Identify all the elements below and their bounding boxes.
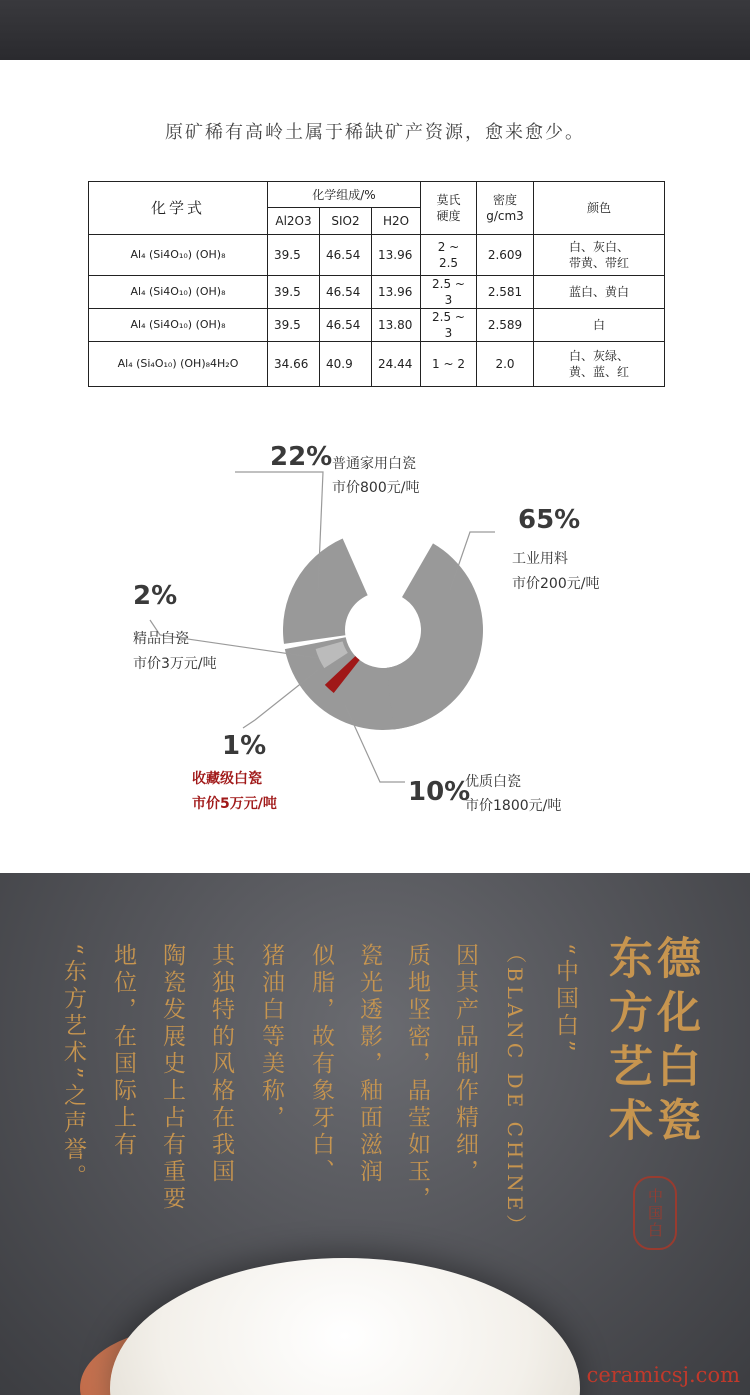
cell-si: 46.54 xyxy=(320,276,372,309)
cell-hardness: 2.5 ~ 3 xyxy=(421,309,477,342)
cell-color: 蓝白、黄白 xyxy=(534,276,665,309)
cell-hardness: 2.5 ~ 3 xyxy=(421,276,477,309)
cell-al: 39.5 xyxy=(268,309,320,342)
slice-price-label: 市价3万元/吨 xyxy=(133,656,217,672)
cell-h2o: 24.44 xyxy=(372,342,421,387)
cell-hardness: 1 ~ 2 xyxy=(421,342,477,387)
cell-al: 34.66 xyxy=(268,342,320,387)
body-column: （BLANC DE CHINE） xyxy=(503,943,527,1239)
cell-si: 40.9 xyxy=(320,342,372,387)
cell-hardness: 2 ~ 2.5 xyxy=(421,235,477,276)
cell-color: 白 xyxy=(534,309,665,342)
body-column: “中国白” xyxy=(552,943,578,1056)
header-sio2: SIO2 xyxy=(320,208,372,235)
header-h2o: H2O xyxy=(372,208,421,235)
header-formula: 化学式 xyxy=(89,182,268,235)
cell-formula: Al₄ (Si4O₁₀) (OH)₈ xyxy=(89,276,268,309)
table-row xyxy=(89,309,665,342)
cell-color: 白、灰白、 带黄、带红 xyxy=(534,235,665,276)
title-line-2: 东方艺术 xyxy=(601,935,652,1151)
slice-pct-label: 2% xyxy=(133,581,178,611)
slice-category-label: 优质白瓷 xyxy=(465,774,521,790)
header-al2o3: Al2O3 xyxy=(268,208,320,235)
cell-al: 39.5 xyxy=(268,276,320,309)
cell-formula: Al₄ (Si₄O₁₀) (OH)₈4H₂O xyxy=(89,342,268,387)
table-row xyxy=(89,235,665,276)
slice-price-label: 市价5万元/吨 xyxy=(192,796,277,812)
header-hardness: 莫氏 硬度 xyxy=(421,182,477,235)
brand-story-section xyxy=(0,873,750,1395)
header-color: 颜色 xyxy=(534,182,665,235)
slice-pct-label: 65% xyxy=(518,505,581,535)
slice-price-label: 市价800元/吨 xyxy=(332,480,420,496)
cell-density: 2.589 xyxy=(477,309,534,342)
slice-price-label: 市价1800元/吨 xyxy=(465,798,562,814)
body-column: 地位，在国际上有 xyxy=(110,943,136,1159)
top-bar xyxy=(0,0,750,60)
cell-formula: Al₄ (Si4O₁₀) (OH)₈ xyxy=(89,235,268,276)
cell-al: 39.5 xyxy=(268,235,320,276)
leader-line xyxy=(243,670,318,728)
slice-price-label: 市价200元/吨 xyxy=(512,576,600,592)
slice-category-label: 工业用料 xyxy=(512,551,568,567)
body-column: 陶瓷发展史上占有重要 xyxy=(159,943,185,1213)
table-row xyxy=(89,276,665,309)
header-composition: 化学组成/% xyxy=(268,182,421,208)
cell-color: 白、灰绿、 黄、蓝、红 xyxy=(534,342,665,387)
usage-pie-chart xyxy=(0,420,750,840)
slice-category-label: 精品白瓷 xyxy=(133,631,189,647)
cell-si: 46.54 xyxy=(320,309,372,342)
slice-category-label: 普通家用白瓷 xyxy=(332,456,416,472)
body-column: “东方艺术”之声誉。 xyxy=(60,943,86,1191)
cell-density: 2.0 xyxy=(477,342,534,387)
body-column: 质地坚密，晶莹如玉， xyxy=(404,943,430,1213)
kaolin-spec-table xyxy=(88,181,665,387)
cell-si: 46.54 xyxy=(320,235,372,276)
table-row xyxy=(89,342,665,387)
body-column: 似脂，故有象牙白、 xyxy=(308,943,334,1186)
cell-density: 2.609 xyxy=(477,235,534,276)
cell-h2o: 13.96 xyxy=(372,235,421,276)
cell-density: 2.581 xyxy=(477,276,534,309)
body-column: 猪油白等美称， xyxy=(258,943,284,1132)
cell-formula: Al₄ (Si4O₁₀) (OH)₈ xyxy=(89,309,268,342)
cell-h2o: 13.80 xyxy=(372,309,421,342)
body-column: 因其产品制作精细， xyxy=(452,943,478,1186)
body-column: 其独特的风格在我国 xyxy=(208,943,234,1186)
slice-category-label: 收藏级白瓷 xyxy=(192,771,262,787)
title-line-1: 德化白瓷 xyxy=(649,935,700,1151)
header-density: 密度 g/cm3 xyxy=(477,182,534,235)
cell-h2o: 13.96 xyxy=(372,276,421,309)
slice-pct-label: 1% xyxy=(222,731,267,761)
pie-slice-1 xyxy=(283,539,368,644)
watermark: ceramicsj.com xyxy=(586,1363,740,1387)
body-column: 瓷光透影，釉面滋润 xyxy=(356,943,382,1186)
slice-pct-label: 22% xyxy=(270,442,333,472)
slice-pct-label: 10% xyxy=(408,777,471,807)
seal-stamp: 中国白 xyxy=(633,1176,677,1250)
white-porcelain-cup-image xyxy=(110,1258,580,1395)
intro-text: 原矿稀有高岭土属于稀缺矿产资源，愈来愈少。 xyxy=(165,122,585,143)
